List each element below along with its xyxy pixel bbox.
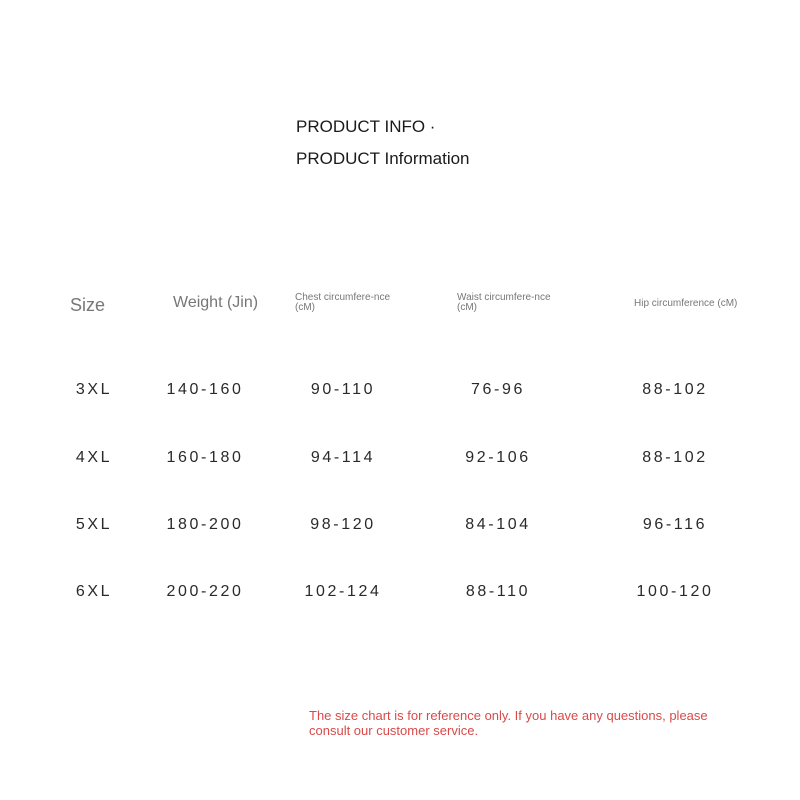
cell-size: 4XL: [75, 449, 113, 466]
cell-waist: 92-106: [465, 449, 531, 466]
cell-hip: 100-120: [636, 583, 714, 600]
header-weight: Weight (Jin): [173, 294, 259, 311]
table-row: [0, 583, 800, 607]
cell-size: 3XL: [75, 381, 113, 398]
cell-weight: 200-220: [166, 583, 244, 600]
header-hip: Hip circumference (cM): [634, 298, 738, 309]
cell-weight: 160-180: [166, 449, 244, 466]
cell-chest: 98-120: [310, 516, 376, 533]
cell-chest: 94-114: [310, 449, 376, 466]
cell-size: 5XL: [75, 516, 113, 533]
cell-weight: 180-200: [166, 516, 244, 533]
title-line-2: PRODUCT Information: [296, 149, 470, 168]
cell-chest: 102-124: [304, 583, 382, 600]
cell-waist: 76-96: [471, 381, 525, 398]
title-line-1: PRODUCT INFO ·: [296, 117, 436, 136]
table-row: [0, 516, 800, 540]
cell-hip: 96-116: [642, 516, 708, 533]
cell-chest: 90-110: [310, 381, 376, 398]
cell-size: 6XL: [75, 583, 113, 600]
cell-hip: 88-102: [642, 449, 708, 466]
table-row: [0, 381, 800, 405]
table-row: [0, 449, 800, 473]
header-waist: Waist circumfere-nce (cM): [457, 292, 551, 313]
header-size: Size: [70, 295, 106, 315]
reference-note: The size chart is for reference only. If you have any questions, please consult our customer service.: [309, 708, 708, 738]
header-chest: Chest circumfere-nce (cM): [295, 292, 391, 313]
cell-waist: 84-104: [465, 516, 531, 533]
cell-waist: 88-110: [465, 583, 531, 600]
cell-hip: 88-102: [642, 381, 708, 398]
cell-weight: 140-160: [166, 381, 244, 398]
